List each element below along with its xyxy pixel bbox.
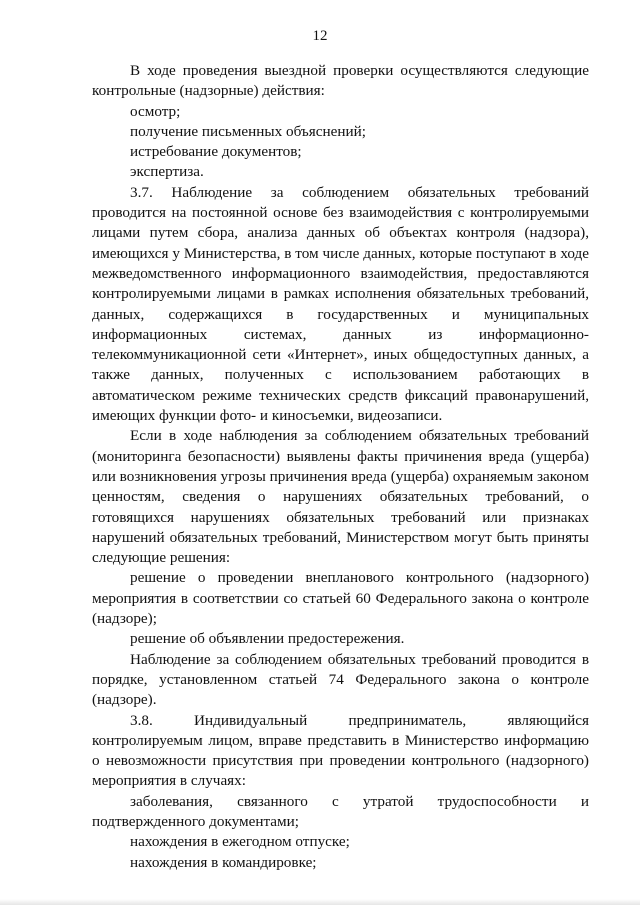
- list-item: экспертиза.: [130, 163, 204, 181]
- paragraph: заболевания, связанного с утратой трудоспособности и подтвержденного документами;: [92, 792, 589, 830]
- paragraph: 3.8. Индивидуальный предприниматель, являющийся контролируемым лицом, вправе представить в Министерство информацию о невозможности присутствия при проведении контрольного (надзорного) мероприятия в случаях:: [92, 711, 589, 790]
- paragraph: 3.7. Наблюдение за соблюдением обязательных требований проводится на постоянной основе без взаимодействия с контролируемыми лицами путем сбора, анализа данных об объектах контроля (надзора), имеющихся у Министерства, в том числе данных, которые поступают в ходе межведомственного информационного взаимодействия, предоставляются контролируемыми лицами в рамках исполнения обязательных требований, данных, содержащихся в государственных и муниципальных информационных системах, данных из информационно-телекоммуникационной сети «Интернет», иных общедоступных данных, а также данных, полученных с использованием работающих в автоматическом режиме технических средств фиксаций правонарушений, имеющих функции фото- и киносъемки, видеозаписи.: [92, 183, 589, 425]
- list-item: нахождения в ежегодном отпуске;: [130, 833, 350, 851]
- list-item: получение письменных объяснений;: [130, 122, 366, 140]
- list-item: нахождения в командировке;: [130, 853, 317, 871]
- paragraph: Наблюдение за соблюдением обязательных требований проводится в порядке, установленном статьей 74 Федерального закона о контроле (надзоре).: [92, 650, 589, 709]
- page-number: 12: [312, 28, 328, 44]
- list-item: осмотр;: [130, 102, 181, 120]
- paragraph: В ходе проведения выездной проверки осуществляются следующие контрольные (надзорные) действия:: [92, 62, 589, 100]
- paragraph: решение о проведении внепланового контрольного (надзорного) мероприятия в соответствии со статьей 60 Федерального закона о контроле (надзоре);: [92, 569, 589, 628]
- document-body: [92, 61, 589, 873]
- list-item: истребование документов;: [130, 143, 302, 161]
- scan-edge: [0, 899, 640, 905]
- paragraph: решение об объявлении предостережения.: [130, 630, 405, 648]
- paragraph: Если в ходе наблюдения за соблюдением обязательных требований (мониторинга безопасности) выявлены факты причинения вреда (ущерба) или возникновения угрозы причинения вреда (ущерба) охраняемым законом ценностям, сведения о нарушениях обязательных требований, о готовящихся нарушениях обязательных требований или признаках нарушений обязательных требований, Министерством могут быть приняты следующие решения:: [92, 427, 589, 567]
